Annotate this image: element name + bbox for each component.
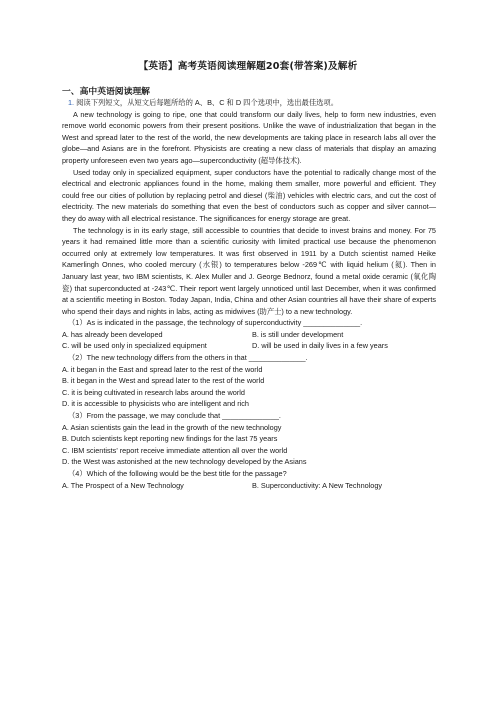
question-3-options-ab (62, 422, 436, 445)
question-4-options-row-1 (62, 480, 436, 492)
passage-paragraph-3: The technology is in its early stage, still accessible to countries that decide to invest brains and money. For 75 years it had remained little more than a scientific curiosity with limited practical use because the phenomenon occurred only at extremely low temperatures. It was first observed in 1911 by a Dutch scientist named Heike Kamerlingh Onnes, who cooled mercury (水银) to temperatures below -269℃ with liquid helium (氦). Then in January last year, two IBM scientists, K. Alex Muller and J. George Bednorz, found a metal oxide ceramic (氧化陶瓷) that superconducted at -243℃. Their report went largely unnoticed until last December, when it was confirmed at a scientific meeting in Boston. Today Japan, India, China and other Asian countries all have their share of experts who spend their days and nights in labs, acting as midwives (助产士) to a new technology. (62, 225, 436, 316)
instruction-number: 1. (68, 98, 75, 107)
document-title: 【英语】高考英语阅读理解题20套(带答案)及解析 (138, 61, 358, 72)
passage-paragraph-2: Used today only in specialized equipment, super conductors have the potential to radically change most of the electrical and electronic appliances found in the home, making them smaller, more powerful and efficient. They could free our cities of pollution by replacing petrol and diesel (柴油) vehicles with electric cars, and cut the cost of electricity. The new materials do something that even the best of conductors such as copper and silver cannot—they do away with all electrical resistance. The significances for energy storage are great. (62, 167, 436, 223)
question-1-stem: （1）As is indicated in the passage, the technology of superconductivity ______________. (68, 318, 363, 328)
question-1-option-a: A. has already been developed (62, 329, 163, 339)
question-1-option-d: D. will be used in daily lives in a few years (252, 341, 388, 351)
question-2-options-ab (62, 364, 436, 387)
question-3-option-b: B. Dutch scientists kept reporting new findings for the last 75 years (62, 434, 278, 444)
question-2-option-b: B. it began in the West and spread later to the rest of the world (62, 376, 265, 386)
question-1-option-c: C. will be used only in specialized equipment (62, 341, 207, 351)
question-2-option-d: D. it is accessible to physicists who are intelligent and rich (62, 399, 249, 409)
question-2-option-a: A. it began in the East and spread later to the rest of the world (62, 364, 263, 374)
instruction-line (62, 97, 436, 109)
passage-paragraph-1: A new technology is going to ripe, one that could transform our daily lives, help to form new industries, even remove world economic powers from their present positions. Unlike the wave of industrialization that began in the West and spread later to the rest of the world, the new developments are taking place in research labs all over the globe—and Asians are in the forefront. Physicists are creating a new class of materials that display an amazing property unforeseen even two years ago—superconductivity (超导体技术). (62, 109, 436, 165)
section-heading: 一、高中英语阅读理解 (62, 87, 150, 97)
instruction-text: 阅读下列短文，从短文后每题所给的 A、B、C 和 D 四个选项中，选出最佳选项。 (76, 98, 339, 107)
question-1-option-b: B. is still under development (252, 329, 344, 339)
question-1-options-row-1 (62, 329, 436, 341)
question-3-option-d: D. the West was astonished at the new technology developed by the Asians (62, 457, 307, 467)
question-2-option-c: C. it is being cultivated in research labs around the world (62, 387, 245, 397)
question-3-option-a: A. Asian scientists gain the lead in the growth of the new technology (62, 422, 282, 432)
question-4-stem: （4）Which of the following would be the best title for the passage? (68, 469, 287, 478)
question-4-option-a: A. The Prospect of a New Technology (62, 480, 184, 490)
question-3-stem: （3）From the passage, we may conclude that ______________. (68, 411, 281, 421)
document-body (62, 97, 436, 491)
question-4-option-b: B. Superconductivity: A New Technology (252, 480, 383, 490)
question-2-options-cd (62, 387, 436, 410)
question-3-option-c: C. IBM scientists' report receive immediate attention all over the world (62, 445, 288, 455)
question-1-options-row-2 (62, 340, 436, 352)
question-3-options-cd (62, 445, 436, 468)
question-2-stem: （2）The new technology differs from the others in that ______________. (68, 353, 308, 363)
